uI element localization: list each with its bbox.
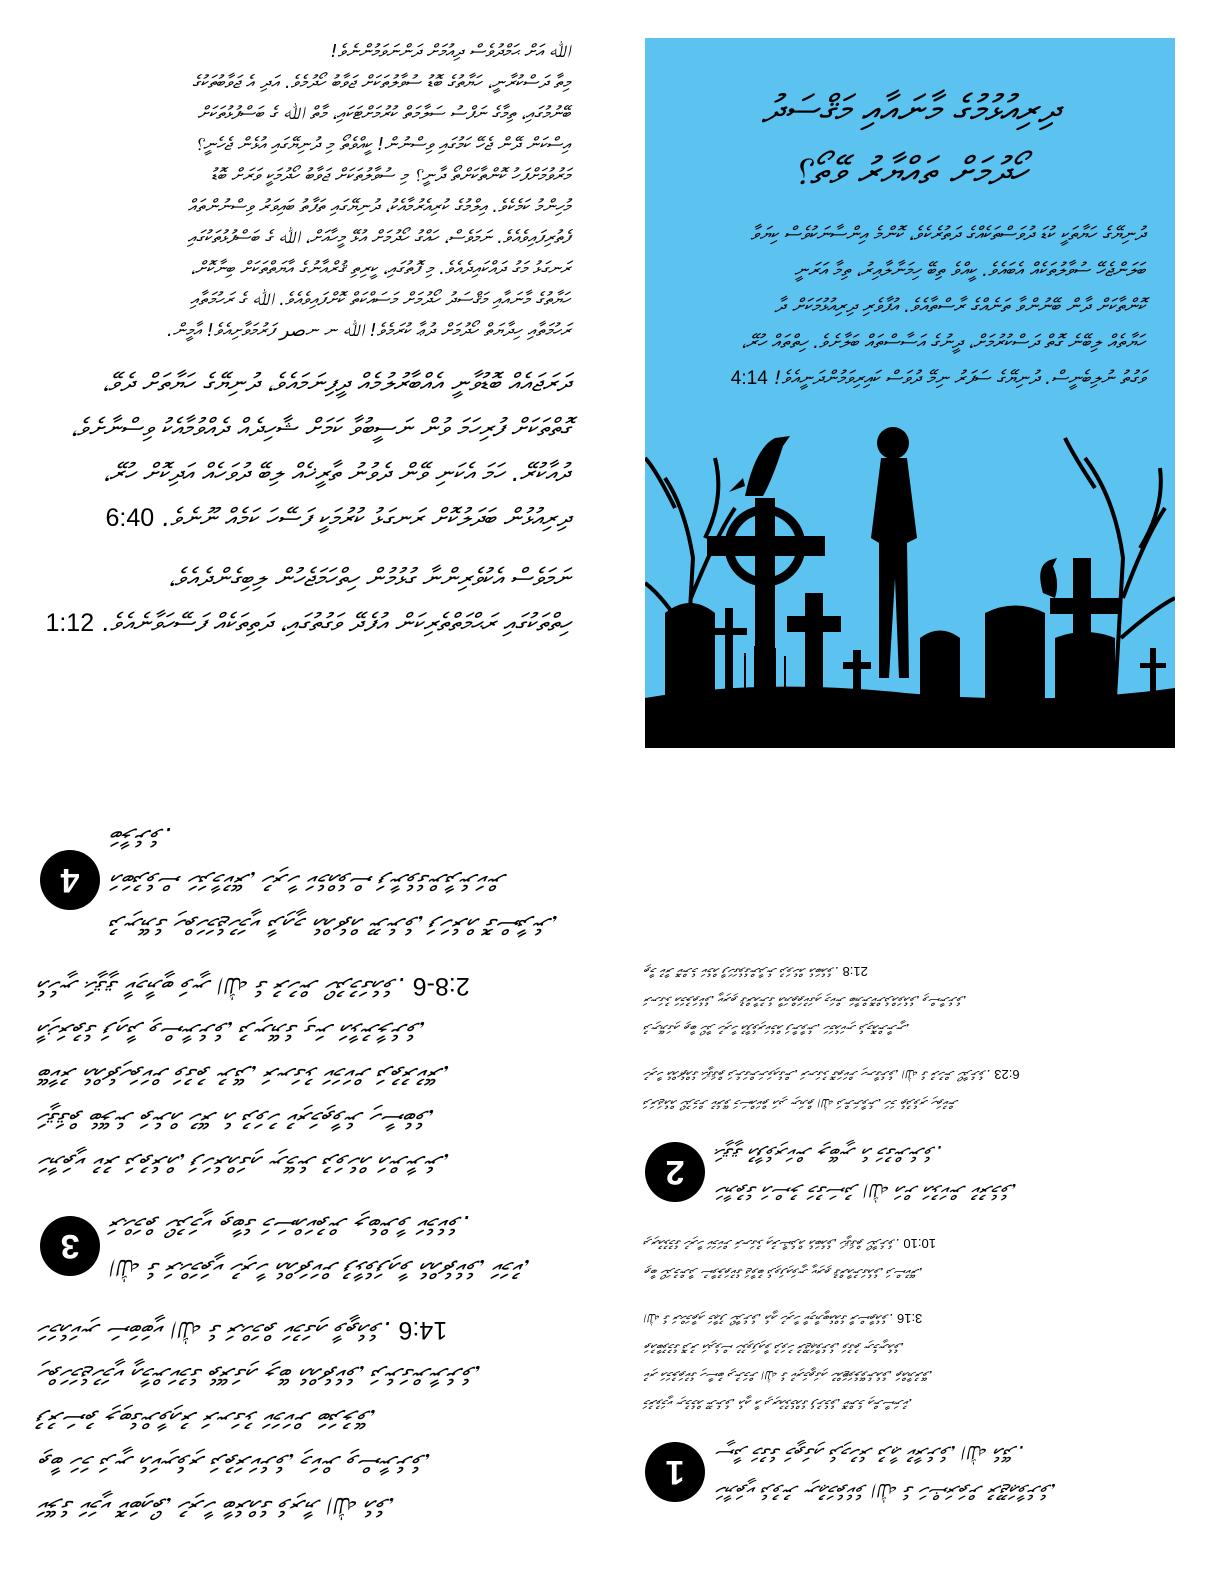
body-line: ކޮންތާކަށް ދާން ބޭނުންވާ ތަނެއްގެ ރާސްތާއެވެ. އުފާވެރި ދިރިއުޅުމަކަށް ދާ — [774, 295, 1145, 317]
verse-reference: 1:12 — [45, 609, 95, 637]
intro-line: ﷲ އަށް ޙަމްދުވެސް ދިއުމަށް ދަންނަވަމުންނެވެ! — [330, 41, 570, 62]
verse-line: ދަރަޖައެއް ހޯދުމަށް ކުރެވޭ މަސައްކަތް އަދި ނިޔަތް ﷲ ދަންނަވާނެ، ހަމަ ތެދުވެރި ހިތަކުން — [645, 1095, 959, 1110]
verse-block-top — [40, 1308, 570, 1528]
section-line: އަބަދުވެސް ހަދަމާކުރޭ، ހުރިހާ ކަމެއްވެސް ފަނާވެގެންދާނެކަން ބަލާށެވެ. — [112, 822, 508, 895]
verse-reference: 14:6 — [398, 1316, 448, 1344]
numbered-section-4 — [40, 1202, 570, 1290]
verse-line: ރަނގަޅު އަމަލުތަކެވެ، ކީރިތި ޤުރްއާނުގެ އާޔަތްތަކުގައި މިކަން ބަޔާންކޮށްދެއްވައެވެ، ވިސްނާށެވެ، — [645, 992, 967, 1007]
verse-line: ކަލޭގެ ކަމަކީ ކޮބައިތޯ، ހުރިހާ ބާރެއްގެ ވެރިޔާ ﷲ އެވެ، — [40, 1492, 396, 1521]
intro-line: ހަޔާތުގެ މާނައާއި މަޤްސަދު ހޯދުމަށް މަސައްކަތް ކޮށްފައިވެއެވެ. ﷲ ގެ ރަހުމަތާއި — [189, 289, 570, 310]
section-text — [112, 1202, 570, 1290]
verse-line: ނަމަވެސް އެކުވެރިންނާ ގުޅުމުން ހިތްހަމަޖެހުން ލިބިގެންދެއެވެ، — [168, 563, 570, 592]
verse-block-a — [645, 956, 1175, 1041]
body-line: ވަގުތު ނުލިބެނީސް. ދުނިޔޭގެ ސަފަރު ނިމޭ ދުވަސް ކައިރިވަމުންދަނީއެވެ! — [773, 367, 1145, 389]
title-line: ހޯދުމަށް ތައްޔާރު ވޭތޯ؟ — [792, 149, 1028, 193]
intro-line: ރަހުމަތާއި ހިދާޔަތް ހޯދުމަށް ދުޢާ ކުރަމެވެ! ﷲ ނ ނصر ފަރުމަވާށިއެވެ! އާމީން. — [166, 320, 570, 341]
section-line: ހަޔާތަކީ ދެވުނު ނިޢުމަތެކެވެ ﷲ ގެ ހަޟްރަތަށް ރުޖޫޢަވާށެވެ، — [717, 1479, 1057, 1503]
body-line: ދުނިޔޭގެ ހަޔާތަކީ ކުޑަ ދުވަސްތަކެއްގެ ދަތުރެކެވެ، ކޮންމެ އިންސާނަކުވެސް ކިޔަވާ — [750, 223, 1145, 245]
section-text — [112, 814, 570, 946]
title-line: ދިރިއުޅުމުގެ މާނައާއި މަޤްސަދު — [761, 87, 1059, 131]
intro-line: ފެތުރިފައިވެއެވެ. ނަމަވެސް، ހައްގު ހޯދުމަށް އުޅޭ މީހާއަށް، ﷲ ގެ ބަސްފުޅުތަކުގައި — [187, 227, 570, 248]
intro-paragraph — [40, 36, 570, 346]
verse-line: ހުރިހާ އެއްޗެއްގެ ޙަޤީޤަތް ދަނެގަންނަވައިގެން، ރަނގަޅު ގޮތަކަށް ހިނގާށެވެ، ﷲ ގެ ރުހުން ހޯދާށެވެ. — [645, 1066, 991, 1081]
verse-line: ﷲ ގެ ރަޙްމަތާއި މަޢާފު ހޯދާށެވެ، އެއީ ހުރިހާ ކާމިޔާބީއެއްގެ ރާސްތާއެވެ. — [645, 1310, 893, 1325]
graveyard-illustration-panel — [645, 38, 1175, 748]
body-line: ބަލަންޖެހޭ ސުވާލުތަކެއް އެބައެވެ. ކީއްވެ ތިބޭ ހިމަނާލާއިރު، ތިމާ އަރަނީ — [794, 259, 1145, 281]
verse-reference: 4:14 — [730, 368, 768, 389]
intro-line: މަރުވުމަށްފަހު ކޮންތާކަށްތޯ ދާނީ؟ މި ސުވާލުތަކަށް ޖަވާބު ހޯދުމަކީ ވަރަށް ބޮޑު — [210, 165, 570, 186]
section-line: ރަޙްމަތް ހޯދުމަކީ ތިބާގެ މަސައްކަތުން ލިބެންވާ ކަމެކެވެ. — [112, 1210, 470, 1239]
section-text — [717, 1434, 1175, 1510]
section-line: ހަޔާތުގެ އަސްލު މަގުސަދު ﷲ އަށް އަޅުކަން ކުރުމެވެ، — [717, 1179, 1018, 1203]
verse-reference: 3:16 — [896, 1311, 923, 1326]
graveyard-silhouette-illustration — [645, 38, 1175, 748]
verse-line: ހަޤީޤަތް ބެލޭނެ ތަނެއް ހުރޭ އެ ދުވަހު ކުރިމަތިވާނެ ހިސާބެވެ، — [40, 1104, 436, 1133]
verse-line: ގޮތްތަކަށް ފުރިހަމަ ވުން ނަސީބުވާ ކަމަށް ޝާހިދެއް ދެއްވުމާއެކު ވިސްނާށެވެ، — [70, 413, 570, 442]
verse-line: ދުނިޔޭގައި ތިބާ ހޯދާ ހުރިހާ އުފާވެރިކަމެއް ފަނާވާނެ، ހަމައެކަނި ދެމިއޮންނާނީ، — [645, 1020, 910, 1035]
verse-line: ހިތްތަކުގައި ރަޙްމަތްތެރިކަން އުފެދޭ ވަގުތުގައި، ދަތިތަކެއް ފަސޭހަވާނެއެވެ. — [102, 608, 570, 637]
verse-line: އާޚިރަތުގެ ފައިދާ ވިސްނާށެވެ، ދުނިޔޭގެ ގިނަ އަޅާނުލާށެވެ، — [40, 1016, 427, 1045]
verse-block-b — [645, 1059, 1175, 1116]
verse-line: ދިރިއުޅުމުގެ ހުރިހާ ކަމަކަށް ރަނގަޅު އިރުޝާދެއް އެބައެވެ، ހަޤީޤަތް ހޯދާށެވެ. — [645, 1235, 900, 1250]
verse-reference: 6-2:8 — [412, 972, 470, 1000]
section-line: ދުނިޔޭގެ ހިތްހަމަޖެހުމަކީ ދާއިމީ އެއްޗެއް ނޫނެވެ، ފަހަރެއް ގޮސްދާނެ، — [112, 910, 559, 939]
verse-block-d — [645, 1303, 1175, 1416]
verse-block-c — [645, 1228, 1175, 1285]
verse-reference: 10:10 — [903, 1236, 936, 1251]
body-line: ހަޔާތެއް ލިބޭނެ ގޮތް ދަސްކުރުމަށް، ދީނުގެ އަސާސްތައް ބަލާށެވެ. ހިތްތައް ހުރޭ، — [741, 331, 1145, 353]
verse-line: ދިރިއުޅުން ބަދަލުކޮށް ރަނގަޅު ކުރުމަކީ ފަސޭހަ ކަމެއް ނޫނެވެ. — [162, 503, 570, 532]
verse-block-2 — [40, 555, 570, 646]
inverted-page-right — [645, 850, 1175, 1510]
verse-line: ތައުބާވުމުގެ ދޮރު އަދިވެސް ހުޅުވިފައިވާ ދުވަހު ރުޖޫޢަވާށެވެ، ވަގުތު ނިމެނީއެވެ، — [645, 1339, 905, 1354]
verse-line: ބޭކާރު އެއްޗެހިތަކަށް ވަގުތު ނުދޭ، ރަނގަޅު ކަމަކަށް ދަތުރުކުރޭ، — [40, 1060, 451, 1089]
verse-line: ކުރި އަމަލުތަކުގެ ހިސާބު ދިނުމަށް ﷲ ގެ ކުރިމަތީގައި ހުއްޓަވަލެވޭނެއެވެ، ތައްޔާރުވޭ، — [645, 1367, 933, 1382]
verse-line: ފުރުސަތު ލިބިގެންވާއިރު ރަނގަޅު ކަމަކަށް ބަދަލުވޭ، — [40, 1404, 377, 1433]
section-number-badge: 4 — [40, 850, 100, 910]
verse-line: ތިބާ ހޯދަމުންދާ ސުވާލުތަކުގެ ޖަވާބު ދެވިފައިވަނީ ކީރިތި ޤުރްއާނުގައެވެ، ދަސްކުރޭ، — [645, 1264, 923, 1279]
verse-line: ދަރަޖައެއް ބޮޑުވާނީ އެއްބާރުލުމެއް ދީފިނަމައެވެ، ދުނިޔޭގެ ހަޔާތަށް ދެވޭ، — [101, 368, 570, 397]
verse-line: ތިބާ ހަމަ ދަނީ އެކަނިވެރި ދަތުރަކަށެވެ، މިކަން ވިސްނާށެވެ، — [40, 1448, 432, 1477]
section-text — [717, 1134, 1175, 1210]
verse-block-1 — [40, 360, 570, 541]
numbered-section-2 — [645, 1134, 1175, 1210]
verse-block-bottom — [40, 964, 570, 1184]
verse-line: ހަމައެކަނި ސަބަބަކީ ﷲ ގެ ރަޙްމަތް ކަމުގައި ވާތީއެވެ. — [40, 1316, 391, 1345]
verse-reference: 6:40 — [105, 504, 155, 532]
verse-line: ތިމާ ކުރާ ކޮންމެ ކަމެއް ފާހަގަވެގެންދާނެ ދުވަހެއް އެބައެވެ. — [645, 963, 839, 978]
verse-line: ހިތްހަމަޖެހުމަކީ އީމާންކަމުގެ ތެރޭގައި ލިބޭ އެއްޗެކެވެ، ދަނެގަންނާށެވެ، — [40, 1360, 482, 1389]
section-number-badge: 3 — [40, 1216, 100, 1276]
intro-line: މުހިންމު ކަމެކެވެ. އިލްމުގެ ކުރިއެރުމާއެކު، ދުނިޔޭގައި ތަފާތު ބައިވަރު ވިސްނުންތައް — [187, 196, 570, 217]
verse-line: ދުއާކުރޭ. ހަމަ އެކަނި ވޭން ދެވުނު ތާރީޚެއް ލިބޭ ދުވަހެއް އަދިކޮށް ހުރޭ، — [102, 458, 570, 487]
numbered-section-3 — [40, 814, 570, 946]
verse-line: މަރުވުމަކީ ނިމުމެއް ނޫނެވެ، އެއީ އާ ދިރިއުޅުމެއްގެ ފެށުމެވެ، ކޮންމެ އިންސާނަކު، — [645, 1395, 913, 1410]
intro-line: ރަނގަޅު މަގު ދައްކައިދެއެވެ. މި ފޮތުގައި، ކީރިތި ޤުރްއާނުގެ އާޔަތްތަކަށް ބިނާކޮށް، — [190, 258, 570, 279]
intro-text-panel — [40, 36, 570, 756]
section-number-badge: 2 — [645, 1142, 705, 1202]
section-number-badge: 1 — [645, 1442, 705, 1502]
section-line: ﷲ ގެ ރަޙްމަތަކީ ހުރިހާ އެއްޗަކަށް ފުޅާވެފައިވާ އެއްޗެކެވެ، ކަމަކު، — [112, 1254, 531, 1283]
section-line: ސީދާ މަގުގެ މަތީގައި ދެމިހުރެ ދުޢާ ކުރާށެވެ، ﷲ އެދޭ. — [717, 1441, 1024, 1465]
intro-line: ބޭނުމުގައި، ތިމާގެ ނަފްސު ސަލާމަތް ކުރުމަށްޓަކައި، މާތް ﷲ ގެ ބަސްފުޅުތަކަށް — [197, 103, 570, 124]
inverted-page-left — [40, 818, 570, 1528]
intro-line: މިތާ ދަސްކުރާނީ، ހަޔާތުގެ ބޮޑު ސުވާލުތަކަށް ޖަވާބު ހޯދުމެވެ. އަދި އެ ޖަވާބުތަކުގެ — [191, 72, 570, 93]
numbered-section-1 — [645, 1434, 1175, 1510]
section-line: ޙަޤީޤީ އުފާވެރިކަން ލިބޭނީ އެ މަގުންނެވެ. — [717, 1141, 943, 1165]
intro-line: އިސްކަން ދޭން ޖެހޭ ކަމުގައި ވިސްނުން! ކީއްވެތޯ މި ދުނިޔޭގައި އުޅެން ޖެހެނީ؟ — [195, 134, 570, 155]
verse-line: ހަޔާތަކީ ކުރު ދަތުރެއް، ފަހަރެއްގައި ނިމޭނެ ދުވަހެއް އަންނާނެ، — [40, 1148, 451, 1177]
verse-reference: 6:23 — [994, 1067, 1020, 1082]
verse-reference: 21:8 — [842, 964, 868, 979]
verse-line: އެހެނީ ޙަޤީޤީ ކާމިޔާބީ ވަނީ ﷲ ގެ ރުހުން ހޯދުމުގައެވެ. — [40, 972, 405, 1001]
